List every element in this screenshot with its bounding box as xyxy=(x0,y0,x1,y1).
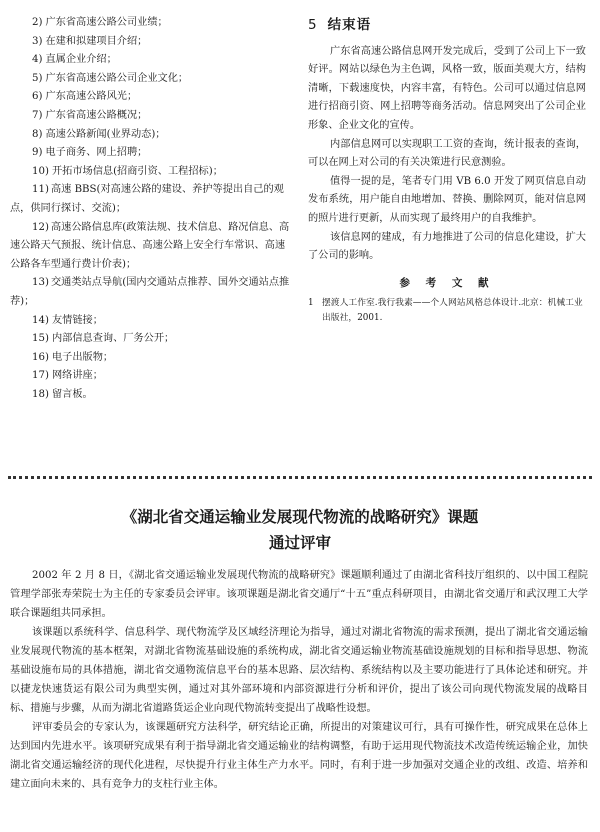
item-number: 14) xyxy=(32,314,49,326)
list-item xyxy=(10,144,290,163)
list-item xyxy=(10,219,290,275)
item-text: 留言板。 xyxy=(51,388,93,400)
item-number: 2) xyxy=(32,17,43,28)
paragraph: 评审委员会的专家认为，该课题研究方法科学，研究结论正确，所提出的对策建议可行，具有可操作性，研究成果在总体上达到国内先进水平。该项研究成果有利于指导湖北省交通运输业的结构调整，有助于运用现代物流技术改造传统运输企业，加快湖北省交通运输经济的现代化进程，尽快提升行业主体生产力水平。同时，有利于进一步加强对交通企业的改组、改造、培养和建立面向未来的、具有竞争力的支柱行业主体。 xyxy=(10,722,588,790)
news-title-line: 《湖北省交通运输业发展现代物流的战略研究》课题 xyxy=(121,508,479,526)
list-item xyxy=(10,386,290,405)
paragraph: 广东省高速公路信息网开发完成后，受到了公司上下一致好评。网站以绿色为主色调，风格一致，版面美观大方，结构清晰，下载速度快，内容丰富，有特色。公司可以通过信息网进行招商引资、网上招聘等商务活动。信息网突出了公司企业形象、企业文化的宣传。 xyxy=(308,45,586,131)
item-text: 在建和拟建项目介绍； xyxy=(45,35,148,47)
item-number: 9) xyxy=(32,147,43,159)
list-item xyxy=(10,274,290,311)
item-list-column xyxy=(10,14,290,404)
list-item xyxy=(10,70,290,89)
item-text: 开拓市场信息(招商引资、工程招标)； xyxy=(51,165,223,177)
section-title: 结束语 xyxy=(327,17,372,33)
paragraph: 内部信息网可以实现职工工资的查询，统计报表的查询，可以在网上对公司的有关决策进行民意测验。 xyxy=(308,138,586,169)
item-number: 12) xyxy=(32,221,49,233)
item-text: 高速公路信息库(政策法规、技术信息、路况信息、高速公路天气预报、统计信息、高速公路上安全行车常识、高速公路各车型通行费计价表)； xyxy=(10,221,290,270)
item-text: 广东省高速公路公司业绩； xyxy=(45,17,168,28)
reference-text: 摆渡人工作室.我行我素——个人网站风格总体设计.北京：机械工业出版社，2001. xyxy=(322,298,583,324)
item-text: 网络讲座； xyxy=(51,370,103,382)
list-item xyxy=(10,51,290,70)
section-heading xyxy=(308,16,586,35)
item-number: 17) xyxy=(32,370,49,382)
paragraph: 2002 年 2 月 8 日，《湖北省交通运输业发展现代物流的战略研究》课题顺利通过了由湖北省科技厅组织的、以中国工程院管理学部张寿荣院士为主任的专家委员会评审。该项课题是湖北省交通厅“十五”重点科研项目，由湖北省交通厅和武汉理工大学联合课题组共同承担。 xyxy=(10,570,588,619)
item-text: 高速公路新闻(业界动态)； xyxy=(45,128,166,140)
item-number: 16) xyxy=(32,351,49,363)
item-text: 电子商务、网上招聘； xyxy=(45,147,148,159)
list-item xyxy=(10,163,290,182)
dotted-divider xyxy=(8,476,592,479)
item-text: 广东省高速公路公司企业文化； xyxy=(45,72,189,84)
news-body xyxy=(10,566,588,794)
section-number: 5 xyxy=(308,17,318,33)
list-item xyxy=(10,88,290,107)
item-number: 10) xyxy=(32,165,49,177)
item-number: 3) xyxy=(32,35,43,47)
item-number: 6) xyxy=(32,91,43,103)
list-item xyxy=(10,126,290,145)
item-number: 15) xyxy=(32,333,49,345)
item-text: 高速 BBS(对高速公路的建设、养护等提出自己的观点，供同行探讨、交流)； xyxy=(10,184,284,214)
references-heading: 参 考 文 献 xyxy=(399,276,495,289)
item-number: 11) xyxy=(32,184,49,196)
conclusion-column xyxy=(308,14,586,326)
list-item xyxy=(10,107,290,126)
list-item xyxy=(10,14,290,33)
paragraph: 该信息网的建成，有力地推进了公司的信息化建设，扩大了公司的影响。 xyxy=(308,231,586,262)
reference-number: 1 xyxy=(308,298,314,309)
item-text: 广东省高速公路概况； xyxy=(45,109,148,121)
list-item xyxy=(10,312,290,331)
item-text: 交通类站点导航(国内交通站点推荐、国外交通站点推荐)； xyxy=(10,277,290,307)
item-number: 4) xyxy=(32,54,43,66)
list-item xyxy=(10,181,290,218)
item-text: 电子出版物； xyxy=(51,351,114,363)
item-text: 内部信息查询、厂务公开； xyxy=(51,333,175,345)
list-item xyxy=(10,33,290,52)
item-number: 13) xyxy=(32,277,49,289)
item-number: 8) xyxy=(32,128,43,140)
item-text: 广东高速公路风光； xyxy=(45,91,138,103)
paragraph: 值得一提的是，笔者专门用 VB 6.0 开发了网页信息自动发布系统，用户能自由地增加、替换、删除网页，能对信息网的照片进行更新，从而实现了最终用户的自我维护。 xyxy=(308,175,586,224)
list-item xyxy=(10,367,290,386)
item-number: 5) xyxy=(32,72,43,84)
item-number: 7) xyxy=(32,109,43,121)
reference-item xyxy=(308,296,586,326)
item-text: 友情链接； xyxy=(51,314,103,326)
item-number: 18) xyxy=(32,388,49,400)
news-title xyxy=(0,504,600,556)
news-title-line: 通过评审 xyxy=(268,534,331,552)
paragraph: 该课题以系统科学、信息科学、现代物流学及区域经济理论为指导，通过对湖北省物流的需求预测，提出了湖北省交通运输业发展现代物流的基本框架，对湖北省物流基础设施的系统构成，湖北省交通运输业物流基础设施规划的目标和指导思想、物流基础设施布局的具体措施，湖北省交通物流信息平台的基本思路、层次结构、系统结构以及主要功能进行了具体论述和研究。并以捷龙快速货运有限公司为典型实例，通过对其外部环境和内部资源进行分析和评价，提出了该公司向现代物流发展的战略目标、措施与步骤，从而为湖北省道路货运企业向现代物流转变提出了战略性设想。 xyxy=(10,627,588,714)
item-text: 直属企业介绍； xyxy=(45,54,117,66)
list-item xyxy=(10,349,290,368)
list-item xyxy=(10,330,290,349)
